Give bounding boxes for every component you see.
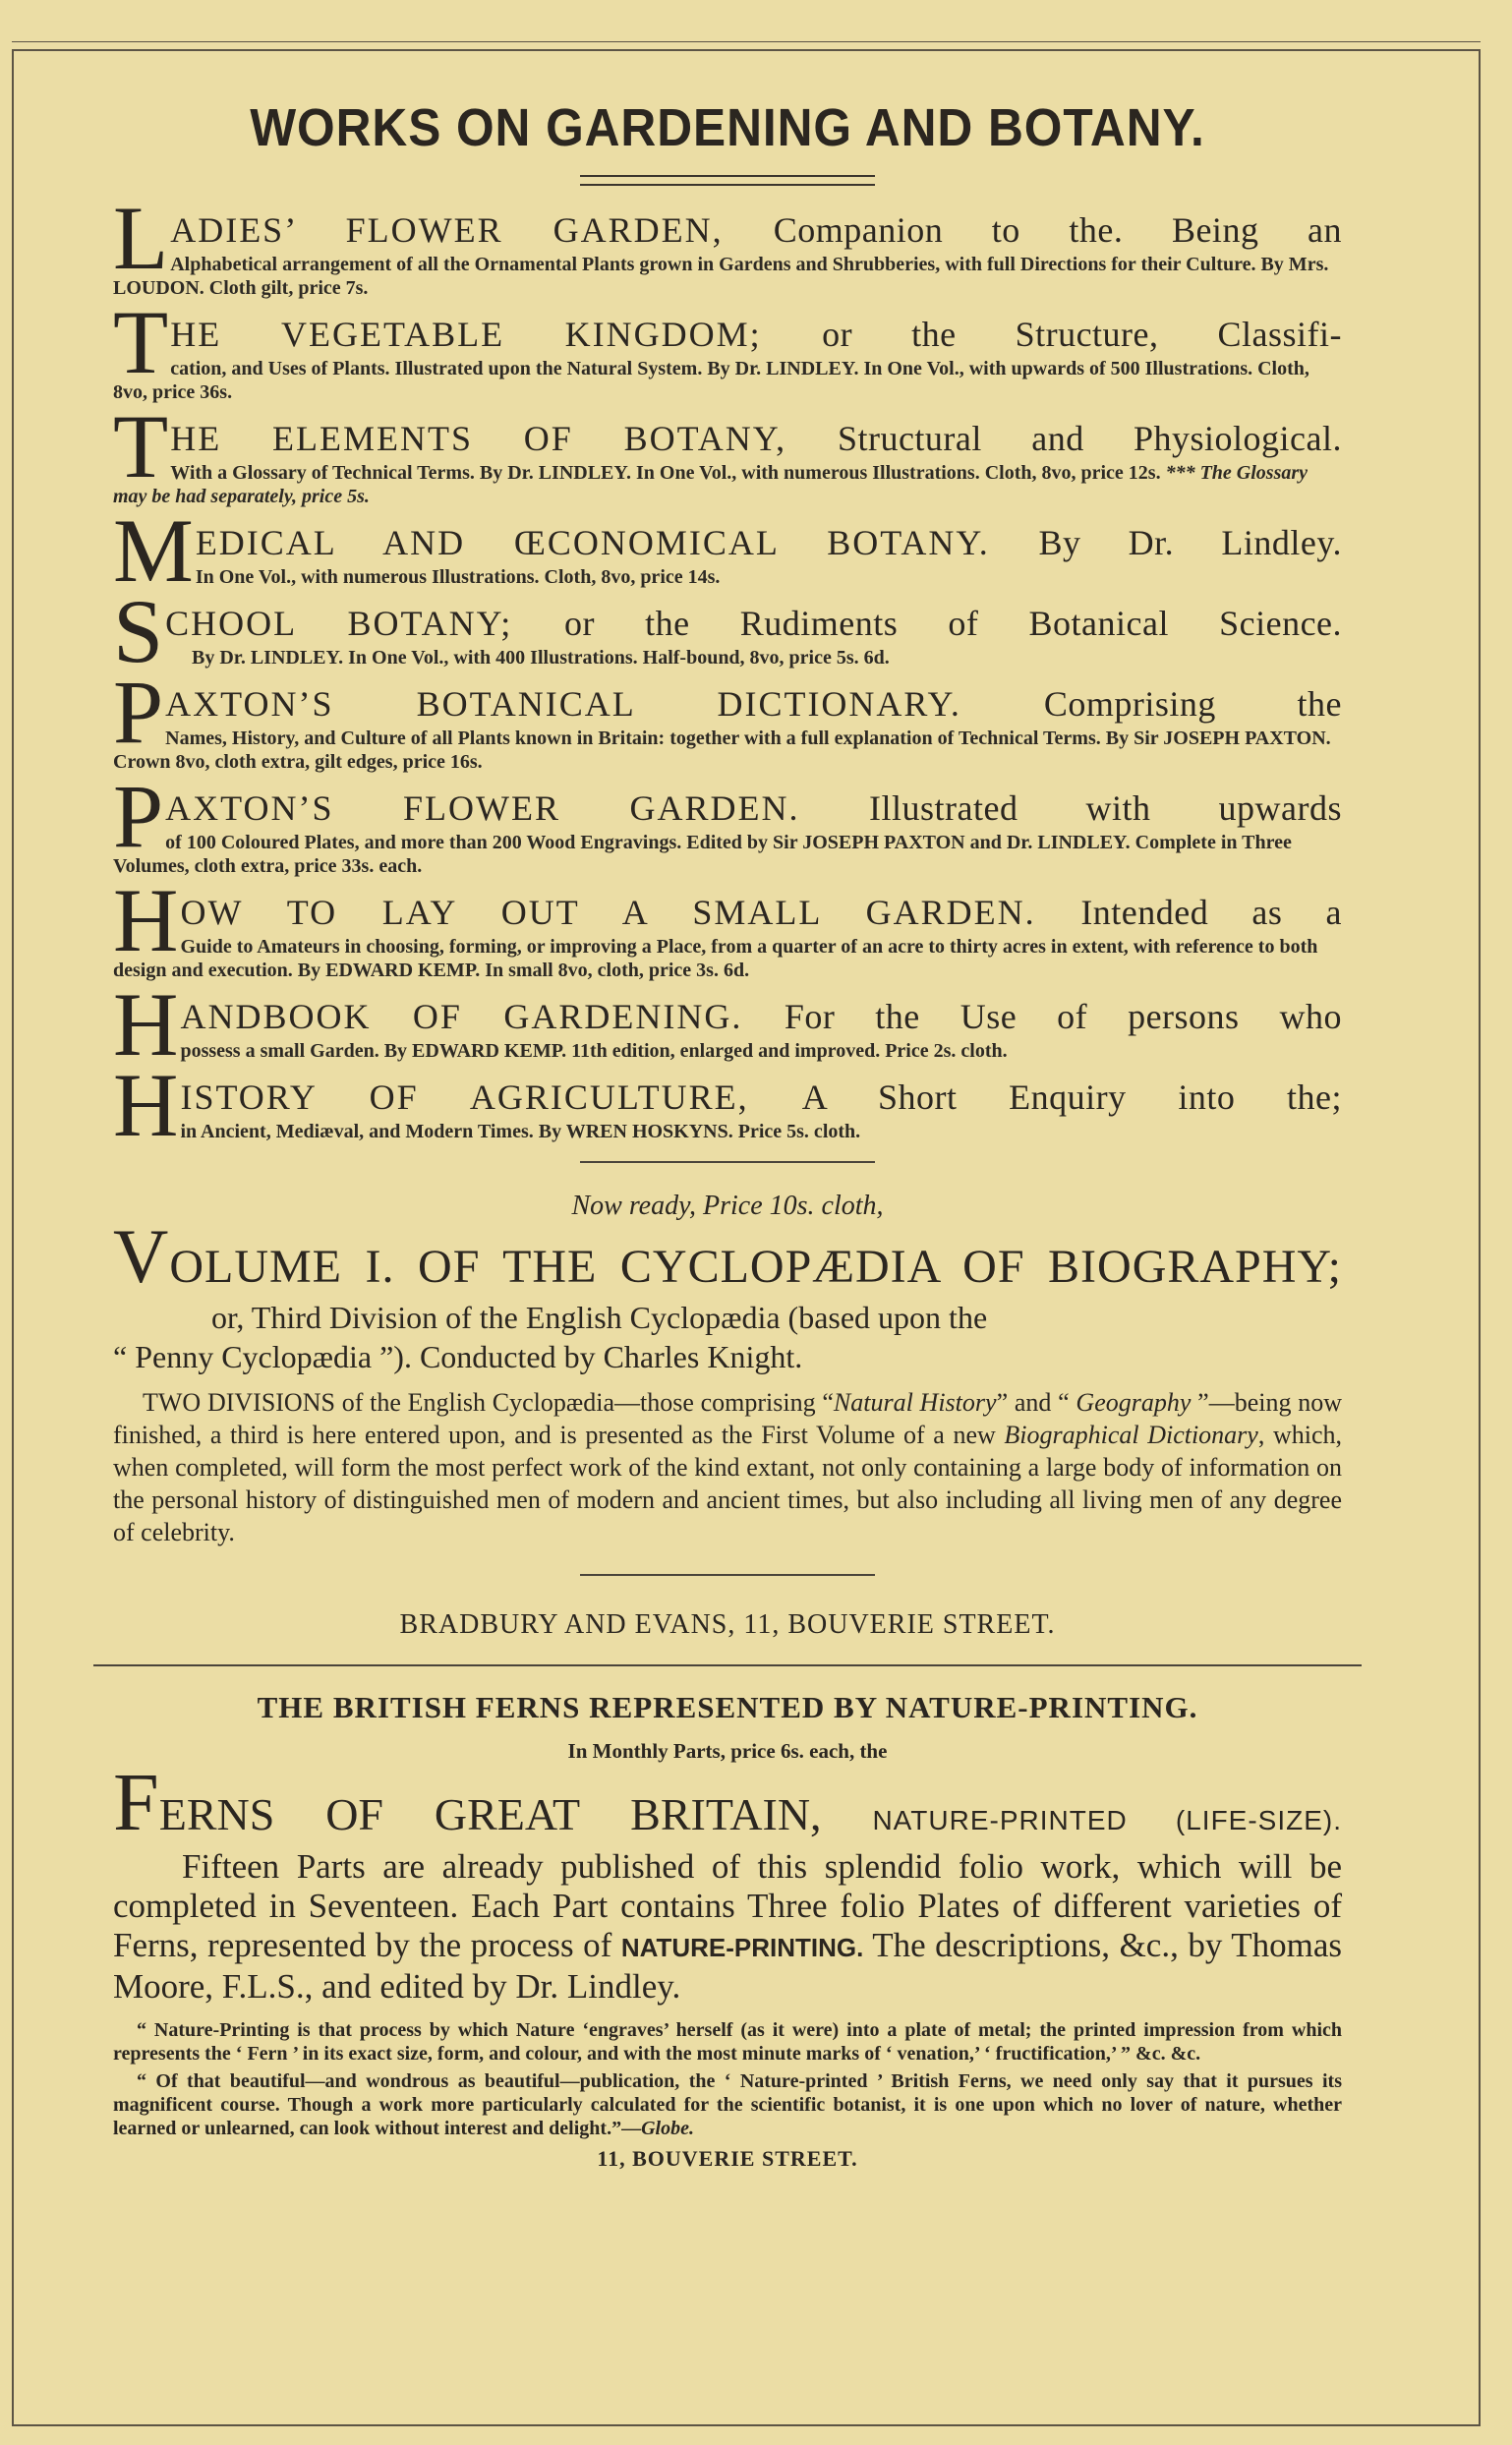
drop-cap: L bbox=[113, 188, 169, 288]
entry-medical-botany bbox=[113, 500, 1343, 601]
description-italic: *** The Glossary may be had separately, price 5s. bbox=[113, 462, 1308, 507]
entry-heading bbox=[113, 786, 1342, 831]
para-italic: Biographical Dictionary bbox=[1004, 1421, 1258, 1449]
entry-description: of 100 Coloured Plates, and more than 200 Wood Engravings. Edited by Sir JOSEPH PAXTON and Dr. LINDLEY. Complete in Three Volumes, cloth extra, price 33s. each. bbox=[113, 832, 1292, 877]
heading-plain: Structural and Physiological. bbox=[837, 419, 1343, 458]
entry-handbook-gardening bbox=[113, 974, 1343, 1075]
entry-ladies-flower-garden bbox=[113, 188, 1342, 300]
ferns-heading bbox=[113, 1757, 1343, 1848]
heading-caps: CHOOL BOTANY; bbox=[165, 604, 513, 643]
ferns-title: THE BRITISH FERNS REPRESENTED BY NATURE-PRINTING. bbox=[257, 1690, 1198, 1724]
cyclopaedia-subtitle: or, Third Division of the English Cyclopædia (based upon the bbox=[211, 1300, 988, 1335]
entry-small-garden bbox=[113, 870, 1343, 982]
ferns-section bbox=[113, 1690, 1342, 2172]
entry-description: By Dr. LINDLEY. In One Vol., with 400 Illustrations. Half-bound, 8vo, price 5s. 6d. bbox=[192, 647, 890, 669]
entry-heading bbox=[113, 681, 1342, 727]
title-rule bbox=[580, 175, 875, 186]
ferns-quote-1: “ Nature-Printing is that process by which Nature ‘engraves’ herself (as it were) into a plate of metal; the printed impression from which represents the ‘ Fern ’ in its exact size, form, and colour, and with the most minute marks of ‘ venation,’ ‘ fructification,’ ” &c. &c. bbox=[113, 2019, 1342, 2065]
drop-cap: F bbox=[113, 1757, 159, 1848]
drop-cap: S bbox=[113, 581, 164, 681]
entry-heading bbox=[113, 890, 1342, 935]
quote-text: “ Of that beautiful—and wondrous as beautiful—publication, the ‘ Nature-printed ’ British Ferns, we need only say that it pursues its magnificent course. Though a work more particularly calculated for the scientific botanist, it is one upon which no lover of nature, whether learned or unlearned, can look without interest and delight.”— bbox=[113, 2070, 1342, 2139]
heading-caps: ADIES’ FLOWER GARDEN, bbox=[170, 210, 724, 250]
section-divider bbox=[580, 1161, 875, 1163]
drop-cap: P bbox=[113, 766, 164, 866]
heading-text: OLUME I. OF THE CYCLOPÆDIA OF BIOGRAPHY; bbox=[169, 1241, 1342, 1293]
entry-heading bbox=[113, 994, 1342, 1039]
drop-cap: P bbox=[113, 662, 164, 762]
drop-cap: H bbox=[113, 870, 179, 970]
heading-plain: Companion to the. Being an bbox=[773, 210, 1342, 250]
ferns-description bbox=[113, 1847, 1342, 2007]
entry-description: Alphabetical arrangement of all the Ornamental Plants grown in Gardens and Shrubberies, with full Directions for their Culture. By Mrs. LOUDON. Cloth gilt, price 7s. bbox=[113, 254, 1329, 299]
body-text: Fifteen Parts are already published of this splendid folio work, which will be completed in Seventeen. Each Part contains Three folio Plates of different varieties of Ferns, represented by the process of bbox=[113, 1847, 1342, 1964]
entry-heading bbox=[113, 520, 1342, 565]
heading-caps: OW TO LAY OUT A SMALL GARDEN. bbox=[180, 893, 1036, 932]
heading-plain: Comprising the bbox=[1043, 684, 1342, 724]
cyclopaedia-heading bbox=[113, 1213, 1342, 1299]
entry-history-agriculture bbox=[113, 1055, 1342, 1155]
ferns-address: 11, BOUVERIE STREET. bbox=[597, 2146, 858, 2171]
heading-text: ERNS OF GREAT BRITAIN, bbox=[158, 1789, 822, 1839]
quote-source: Globe. bbox=[641, 2118, 694, 2139]
ferns-quote-2 bbox=[113, 2069, 1342, 2140]
heading-plain: A Short Enquiry into the; bbox=[801, 1077, 1342, 1117]
section-rule bbox=[93, 1664, 1362, 1666]
heading-plain: For the Use of persons who bbox=[784, 997, 1343, 1036]
drop-cap: V bbox=[113, 1213, 170, 1299]
cyclopaedia-subtitle-2: “ Penny Cyclopædia ”). Conducted by Charles Knight. bbox=[113, 1339, 803, 1374]
para-text: TWO DIVISIONS of the English Cyclopædia—those comprising “ bbox=[143, 1388, 834, 1417]
body-np: NATURE-PRINTING. bbox=[620, 1933, 864, 1962]
drop-cap: H bbox=[113, 1055, 179, 1155]
heading-caps: EDICAL AND ŒCONOMICAL BOTANY. bbox=[195, 523, 990, 562]
para-italic: Natural History bbox=[833, 1388, 997, 1417]
entry-heading bbox=[113, 601, 1342, 646]
heading-caps: HE ELEMENTS OF BOTANY, bbox=[170, 419, 787, 458]
entry-description: Names, History, and Culture of all Plants known in Britain: together with a full explanation of Technical Terms. By Sir JOSEPH PAXTON. Crown 8vo, cloth extra, gilt edges, price 16s. bbox=[113, 728, 1331, 773]
para-text: , which, when completed, will form the most perfect work of the kind extant, not only containing a large body of information on the personal history of distinguished men of modern and ancient times, but also including all living men of any degree of celebrity. bbox=[113, 1421, 1342, 1546]
para-text: ”—being now finished, a third is here entered upon, and is presented as the First Volume of a new bbox=[113, 1388, 1342, 1449]
entry-school-botany bbox=[113, 581, 1343, 681]
entry-description bbox=[113, 461, 1342, 508]
para-italic: Geography bbox=[1076, 1388, 1192, 1417]
heading-caps: ANDBOOK OF GARDENING. bbox=[180, 997, 743, 1036]
entry-heading bbox=[113, 207, 1342, 253]
cyclopaedia-section bbox=[113, 1187, 1342, 1548]
publisher-divider bbox=[580, 1574, 875, 1576]
entry-vegetable-kingdom bbox=[113, 292, 1343, 404]
heading-plain: Illustrated with upwards bbox=[869, 788, 1342, 828]
entry-heading bbox=[113, 312, 1342, 357]
heading-plain: Intended as a bbox=[1080, 893, 1343, 932]
body-text: The descriptions, &c., by Thomas Moore, F.L.S., and edited by Dr. Lindley. bbox=[113, 1926, 1342, 2006]
heading-plain: or the Structure, Classifi- bbox=[822, 315, 1343, 354]
heading-caps: AXTON’S FLOWER GARDEN. bbox=[165, 788, 800, 828]
entry-description: In One Vol., with numerous Illustrations. Cloth, 8vo, price 14s. bbox=[195, 566, 721, 588]
entry-description: possess a small Garden. By EDWARD KEMP. 11th edition, enlarged and improved. Price 2s. cloth. bbox=[180, 1040, 1008, 1062]
drop-cap: T bbox=[113, 396, 169, 496]
publisher-line: BRADBURY AND EVANS, 11, BOUVERIE STREET. bbox=[399, 1609, 1056, 1640]
entry-paxtons-flower-garden bbox=[113, 766, 1342, 878]
description-text: With a Glossary of Technical Terms. By Dr. LINDLEY. In One Vol., with numerous Illustrations. Cloth, 8vo, price 12s. bbox=[170, 462, 1161, 484]
entry-heading bbox=[113, 1075, 1342, 1120]
now-ready-notice: Now ready, Price 10s. cloth, bbox=[571, 1191, 884, 1221]
cyclopaedia-description bbox=[113, 1386, 1342, 1548]
top-rule bbox=[12, 41, 1481, 42]
page-title: WORKS ON GARDENING AND BOTANY. bbox=[250, 98, 1205, 157]
heading-caps: ISTORY OF AGRICULTURE, bbox=[180, 1077, 749, 1117]
ferns-monthly: In Monthly Parts, price 6s. each, the bbox=[567, 1739, 888, 1763]
entry-elements-of-botany bbox=[113, 396, 1343, 508]
drop-cap: M bbox=[113, 500, 194, 601]
entry-paxtons-dictionary bbox=[113, 662, 1342, 774]
drop-cap: H bbox=[113, 974, 179, 1075]
heading-caps: HE VEGETABLE KINGDOM; bbox=[170, 315, 762, 354]
entry-heading bbox=[113, 416, 1342, 461]
heading-np: NATURE-PRINTED (LIFE-SIZE). bbox=[872, 1805, 1343, 1835]
heading-plain: By Dr. Lindley. bbox=[1038, 523, 1343, 562]
entry-description: Guide to Amateurs in choosing, forming, or improving a Place, from a quarter of an acre to thirty acres in extent, with reference to both design and execution. By EDWARD KEMP. In small 8vo, cloth, price 3s. 6d. bbox=[113, 936, 1318, 981]
entries-list bbox=[113, 188, 1343, 1155]
entry-description: cation, and Uses of Plants. Illustrated upon the Natural System. By Dr. LINDLEY. In One Vol., with upwards of 500 Illustrations. Cloth, 8vo, price 36s. bbox=[113, 358, 1309, 403]
content bbox=[113, 88, 1342, 2172]
heading-caps: AXTON’S BOTANICAL DICTIONARY. bbox=[165, 684, 961, 724]
heading-plain: or the Rudiments of Botanical Science. bbox=[563, 604, 1343, 643]
entry-description: in Ancient, Mediæval, and Modern Times. By WREN HOSKYNS. Price 5s. cloth. bbox=[180, 1121, 861, 1142]
drop-cap: T bbox=[113, 292, 169, 392]
para-text: ” and “ bbox=[996, 1388, 1076, 1417]
